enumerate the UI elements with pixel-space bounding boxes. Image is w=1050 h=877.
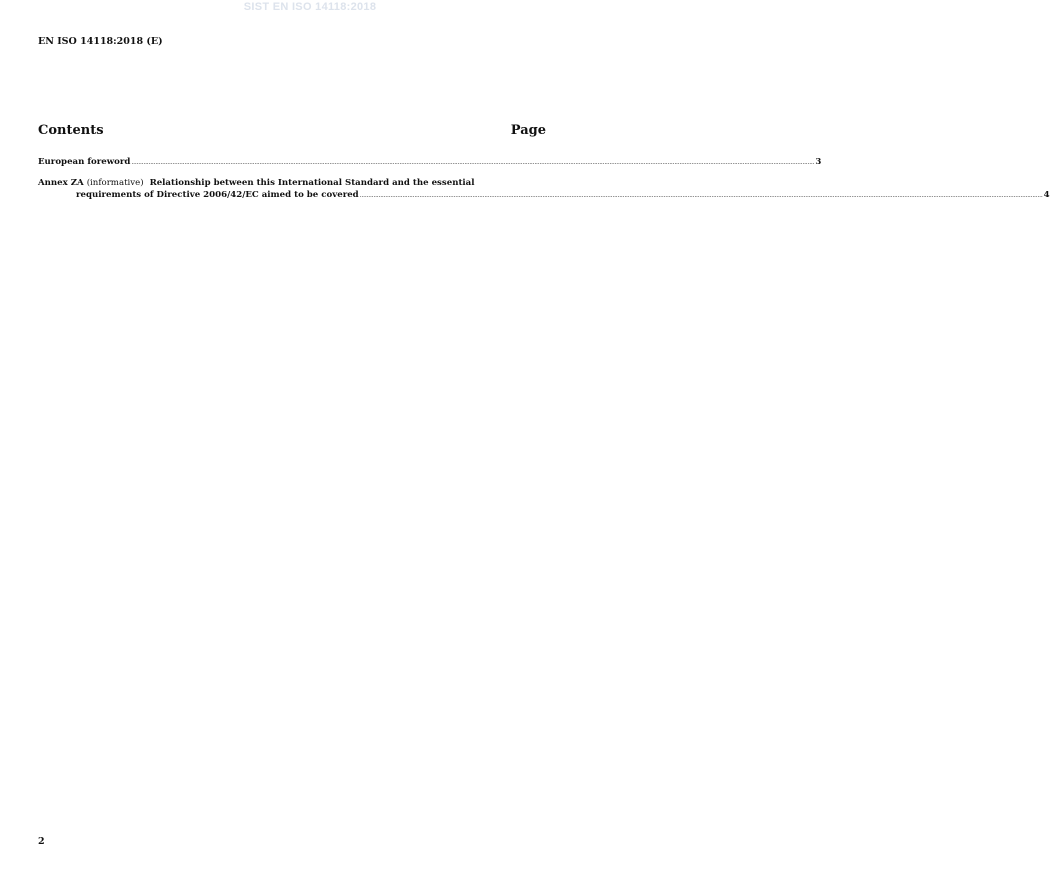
annex-prefix: Annex ZA [38,178,84,188]
annex-title-line-2: requirements of Directive 2006/42/EC aimed to be covered [76,190,359,200]
contents-header [38,123,546,141]
toc-entry-page: 3 [815,157,822,167]
toc-entry-annex-za[interactable] [38,177,1050,202]
page-column-label: Page [510,123,546,138]
toc-entry-label: European foreword [38,157,131,167]
toc-entry-title-line-1 [38,177,475,189]
table-of-contents [38,156,1050,210]
toc-entry-european-foreword[interactable] [38,156,822,169]
dot-leader: ................................................................................................................................................................................................................................................................................................................................................................................................................ [359,192,1043,199]
contents-title: Contents [38,123,104,138]
dot-leader: ................................................................................................................................................................................................................................................................................................................................................................................................................ [131,159,815,166]
page-number: 2 [38,836,45,847]
document-id: EN ISO 14118:2018 (E) [38,36,163,47]
watermark: SIST EN ISO 14118:2018 [243,1,377,13]
annex-title-line-1: Relationship between this International Standard and the essential [149,178,475,188]
toc-entry-page: 4 [1043,190,1050,200]
annex-qualifier: (informative) [86,178,144,188]
